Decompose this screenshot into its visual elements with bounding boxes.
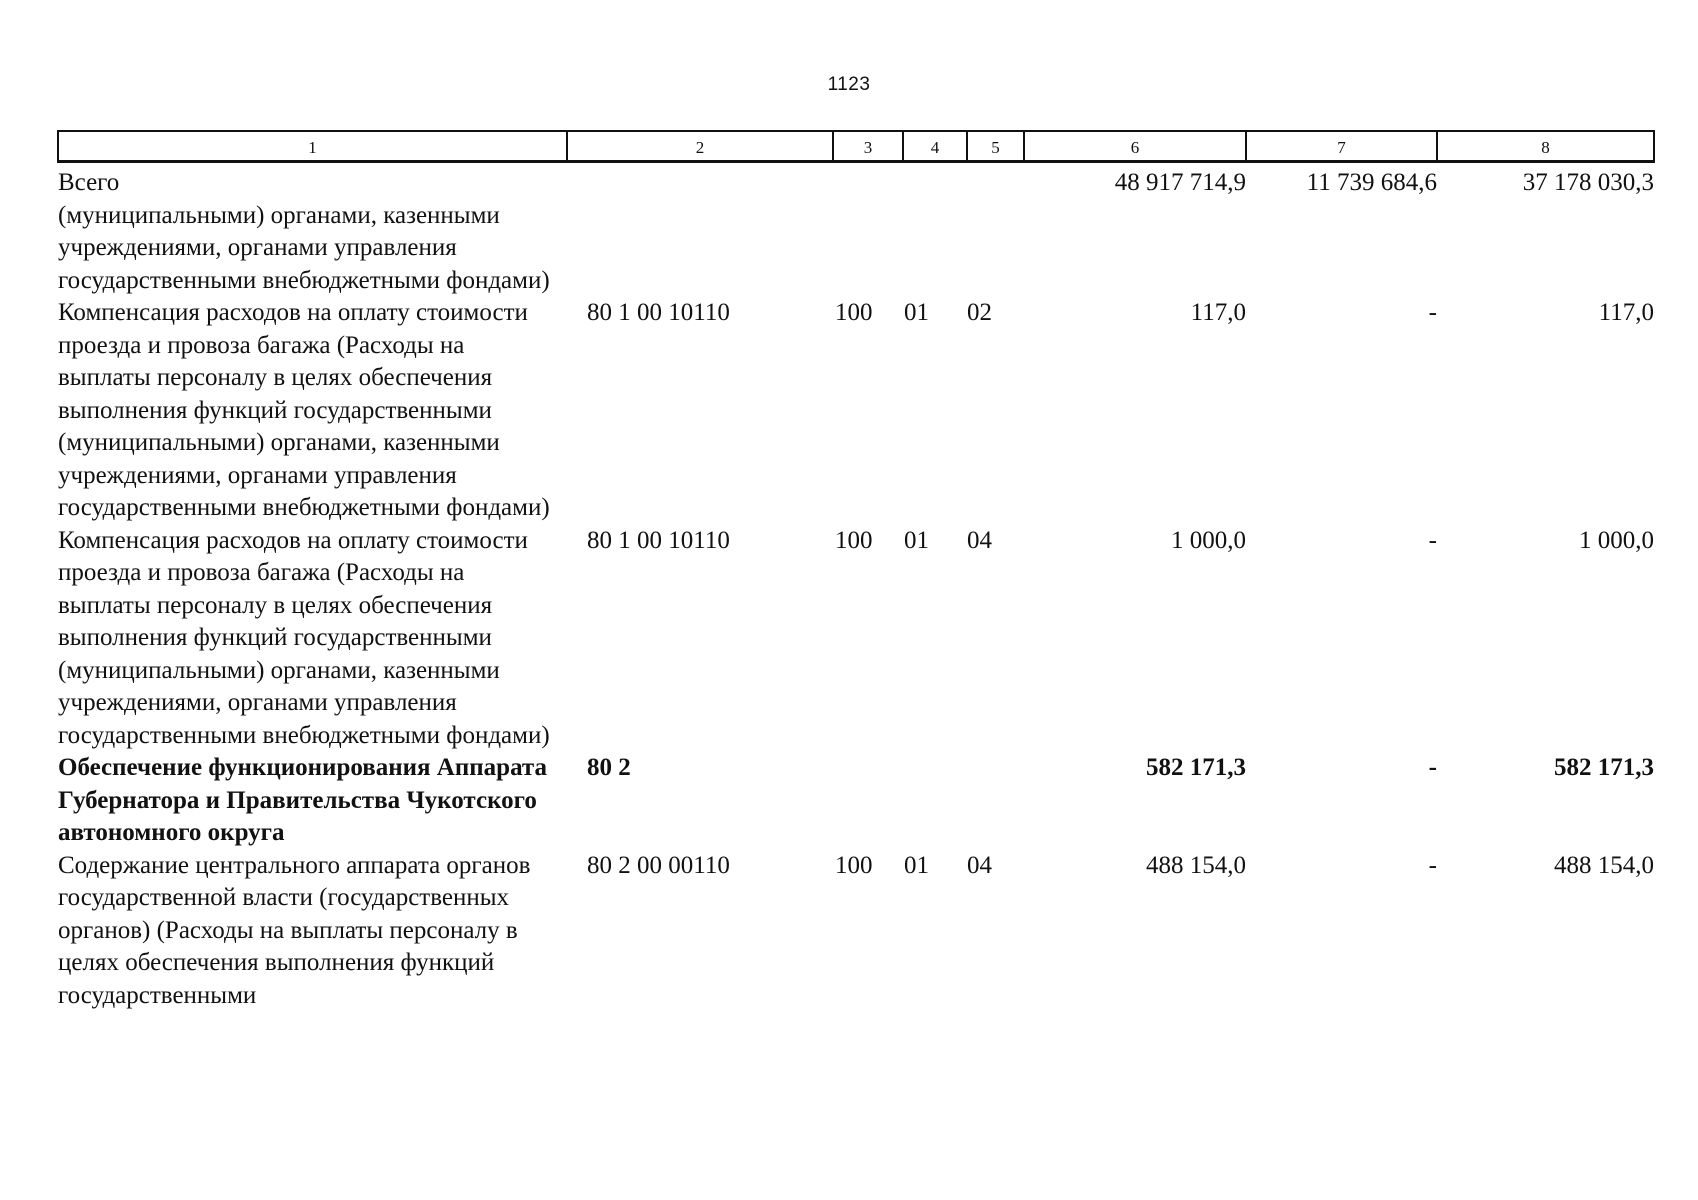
row-federal: - — [1428, 851, 1437, 879]
table-row — [58, 850, 1654, 1013]
row-rz: 01 — [904, 851, 929, 879]
row-name: Компенсация расходов на оплату стоимости проезда и провоза багажа (Расходы на выплаты персоналу в целях обеспечения выполнения функций государственными (муниципальными) органами, казенными учреждениями, органами управления государственными внебюджетными фондами) — [58, 526, 550, 749]
table-row — [58, 162, 1654, 200]
row-federal — [1246, 200, 1437, 298]
row-csr: 80 1 00 10110 — [587, 526, 730, 554]
row-rz: 01 — [904, 299, 929, 326]
row-pr: 04 — [967, 526, 992, 554]
row-regional: 582 171,3 — [1554, 754, 1654, 781]
row-pr: 04 — [967, 851, 992, 879]
table-body — [58, 162, 1654, 1013]
row-vr — [833, 162, 903, 200]
row-pr — [967, 162, 1024, 200]
row-rz: 01 — [904, 526, 929, 554]
row-federal: - — [1428, 299, 1437, 326]
table-row — [58, 525, 1654, 753]
table-row — [58, 752, 1654, 850]
page-number: 1123 — [827, 74, 871, 95]
row-regional: 37 178 030,3 — [1522, 169, 1654, 196]
column-header-1: 1 — [58, 131, 567, 162]
row-federal: 11 739 684,6 — [1306, 169, 1437, 196]
table-row — [58, 297, 1654, 525]
header-row — [58, 131, 1654, 162]
row-vr — [833, 200, 903, 298]
row-name: Всего — [58, 169, 120, 196]
row-vr: 100 — [835, 851, 873, 879]
row-vr — [833, 752, 903, 850]
table-header — [58, 131, 1654, 162]
table-row — [58, 200, 1654, 298]
row-name: Обеспечение функционирования Аппарата Губернатора и Правительства Чукотского автономного округа — [58, 754, 548, 846]
row-regional: 117,0 — [1598, 299, 1654, 326]
row-rz — [903, 752, 967, 850]
column-header-7: 7 — [1246, 131, 1437, 162]
row-csr: 80 2 00 00110 — [587, 851, 730, 879]
row-total: 488 154,0 — [1146, 851, 1246, 879]
row-regional: 1 000,0 — [1579, 526, 1654, 554]
row-name: Компенсация расходов на оплату стоимости проезда и провоза багажа (Расходы на выплаты персоналу в целях обеспечения выполнения функций государственными (муниципальными) органами, казенными учреждениями, органами управления государственными внебюджетными фондами) — [58, 299, 550, 521]
row-pr — [967, 752, 1024, 850]
row-rz — [903, 162, 967, 200]
row-regional: 488 154,0 — [1554, 851, 1654, 879]
row-csr — [567, 200, 833, 298]
row-vr: 100 — [835, 526, 873, 554]
row-total: 1 000,0 — [1171, 526, 1246, 554]
column-header-4: 4 — [903, 131, 967, 162]
row-name: (муниципальными) органами, казенными учреждениями, органами управления государственными внебюджетными фондами) — [58, 201, 550, 294]
column-header-2: 2 — [567, 131, 833, 162]
row-rz — [903, 200, 967, 298]
row-total — [1024, 200, 1246, 298]
budget-table — [57, 130, 1655, 1012]
column-header-3: 3 — [833, 131, 903, 162]
row-regional — [1437, 200, 1654, 298]
column-header-8: 8 — [1437, 131, 1654, 162]
row-vr: 100 — [835, 299, 873, 326]
row-pr — [967, 200, 1024, 298]
column-header-5: 5 — [967, 131, 1024, 162]
row-federal: - — [1428, 754, 1437, 781]
row-total: 117,0 — [1190, 299, 1246, 326]
row-pr: 02 — [967, 299, 992, 326]
row-csr: 80 1 00 10110 — [587, 299, 730, 326]
row-csr — [567, 162, 833, 200]
column-header-6: 6 — [1024, 131, 1246, 162]
row-name: Содержание центрального аппарата органов государственной власти (государственных органов) (Расходы на выплаты персоналу в целях обеспечения выполнения функций государственными — [58, 851, 531, 1009]
row-federal: - — [1428, 526, 1437, 554]
row-total: 582 171,3 — [1146, 754, 1246, 781]
row-csr: 80 2 — [587, 754, 631, 781]
row-total: 48 917 714,9 — [1114, 169, 1246, 196]
